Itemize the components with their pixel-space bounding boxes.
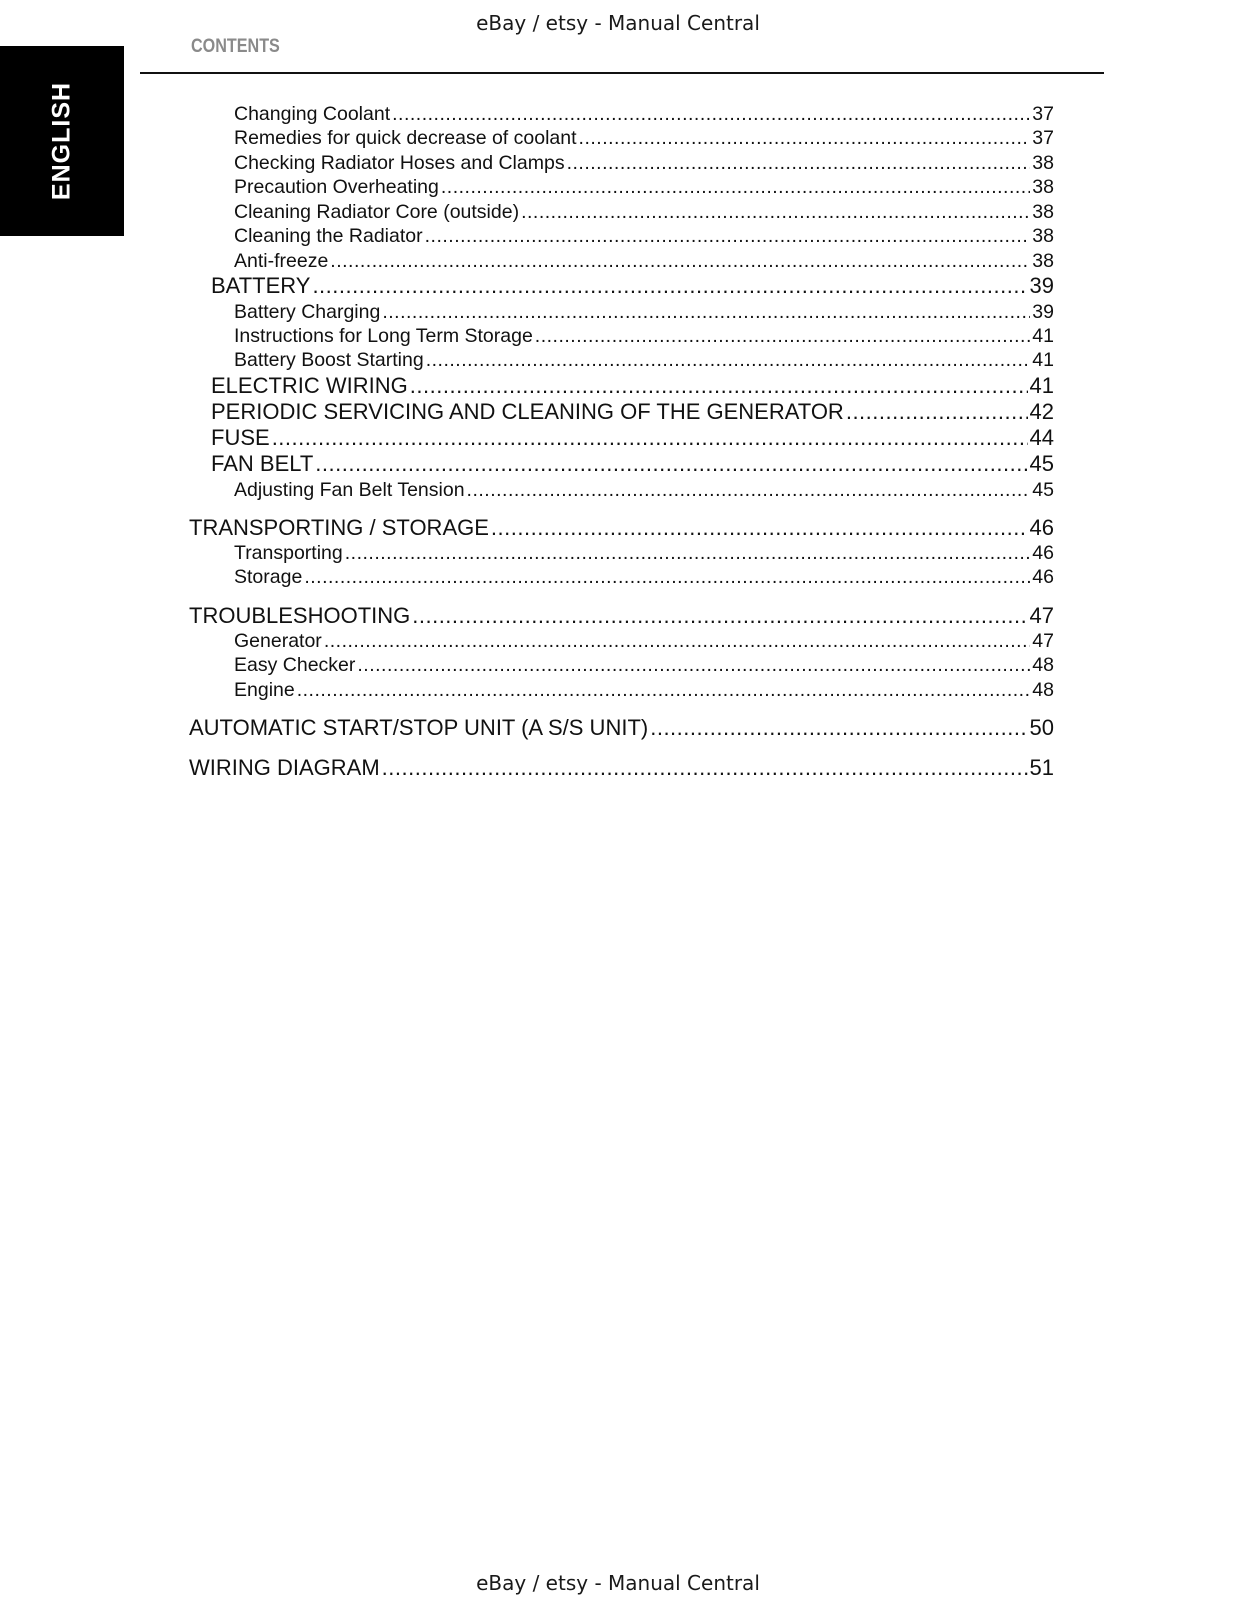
footer-watermark: eBay / etsy - Manual Central xyxy=(476,1571,760,1595)
toc-entry-title: AUTOMATIC START/STOP UNIT (A S/S UNIT) xyxy=(189,715,649,740)
dot-leader xyxy=(412,603,1027,629)
dot-leader xyxy=(304,566,1030,589)
toc-entry-title: Adjusting Fan Belt Tension xyxy=(234,479,465,501)
toc-entry-page: 38 xyxy=(1032,201,1054,223)
toc-entry-page: 37 xyxy=(1032,103,1054,125)
dot-leader xyxy=(441,176,1030,199)
dot-leader xyxy=(324,630,1030,653)
toc-entry-title: Cleaning the Radiator xyxy=(234,225,423,247)
dot-leader xyxy=(426,349,1031,372)
toc-entry-page: 46 xyxy=(1029,515,1054,540)
section-label: CONTENTS xyxy=(191,36,280,57)
toc-entry-title: Anti-freeze xyxy=(234,250,329,272)
toc-entry-page: 38 xyxy=(1032,176,1054,198)
toc-entry-page: 48 xyxy=(1032,679,1054,701)
dot-leader xyxy=(315,451,1027,477)
dot-leader xyxy=(357,654,1030,677)
toc-entry-page: 45 xyxy=(1029,451,1054,476)
dot-leader xyxy=(425,225,1031,248)
dot-leader xyxy=(312,273,1027,299)
toc-entry-title: Generator xyxy=(234,630,322,652)
toc-entry-page: 46 xyxy=(1032,566,1054,588)
toc-entry-title: Remedies for quick decrease of coolant xyxy=(234,127,577,149)
toc-entry xyxy=(211,373,1054,399)
dot-leader xyxy=(410,373,1028,399)
language-tab-label: ENGLISH xyxy=(47,81,76,201)
toc-entry-title: Precaution Overheating xyxy=(234,176,439,198)
toc-entry xyxy=(189,755,1054,781)
toc-entry xyxy=(234,654,1054,677)
toc-entry xyxy=(189,715,1054,741)
dot-leader xyxy=(345,542,1031,565)
toc-entry xyxy=(234,630,1054,653)
toc-entry-title: TRANSPORTING / STORAGE xyxy=(189,515,489,540)
toc-entry xyxy=(211,451,1054,477)
toc-entry-title: Battery Charging xyxy=(234,301,381,323)
toc-entry xyxy=(234,479,1054,502)
toc-entry-title: PERIODIC SERVICING AND CLEANING OF THE GENERATOR xyxy=(211,399,844,424)
toc-entry-title: Changing Coolant xyxy=(234,103,391,125)
toc-entry xyxy=(234,152,1054,175)
dot-leader xyxy=(330,250,1030,273)
toc-entry-page: 51 xyxy=(1029,755,1054,780)
dot-leader xyxy=(382,301,1030,324)
toc-entry-title: Easy Checker xyxy=(234,654,356,676)
toc-entry-page: 39 xyxy=(1029,273,1054,298)
toc-entry xyxy=(234,325,1054,348)
dot-leader xyxy=(846,399,1028,425)
language-tab xyxy=(0,46,124,236)
dot-leader xyxy=(650,715,1027,741)
toc-entry-page: 44 xyxy=(1029,425,1054,450)
toc-entry-page: 42 xyxy=(1029,399,1054,424)
toc-entry-page: 38 xyxy=(1032,225,1054,247)
toc-entry xyxy=(189,603,1054,629)
dot-leader xyxy=(567,152,1031,175)
toc-entry xyxy=(234,225,1054,248)
toc-entry-title: BATTERY xyxy=(211,273,311,298)
toc-entry xyxy=(234,250,1054,273)
dot-leader xyxy=(521,201,1030,224)
toc-entry-title: Cleaning Radiator Core (outside) xyxy=(234,201,520,223)
toc-entry-title: Instructions for Long Term Storage xyxy=(234,325,533,347)
toc-entry xyxy=(189,515,1054,541)
dot-leader xyxy=(467,479,1031,502)
toc-entry-page: 46 xyxy=(1032,542,1054,564)
toc-entry-title: Checking Radiator Hoses and Clamps xyxy=(234,152,565,174)
toc-entry-page: 37 xyxy=(1032,127,1054,149)
toc-entry xyxy=(211,273,1054,299)
toc-entry-title: Storage xyxy=(234,566,303,588)
toc-entry xyxy=(211,399,1054,425)
dot-leader xyxy=(392,103,1030,126)
toc-entry-page: 48 xyxy=(1032,654,1054,676)
dot-leader xyxy=(535,325,1031,348)
toc-entry-title: FUSE xyxy=(211,425,270,450)
header-watermark: eBay / etsy - Manual Central xyxy=(476,11,760,35)
toc-entry-page: 41 xyxy=(1032,349,1054,371)
dot-leader xyxy=(272,425,1028,451)
toc-entry xyxy=(211,425,1054,451)
toc-entry-page: 38 xyxy=(1032,250,1054,272)
toc-entry xyxy=(234,176,1054,199)
toc-entry xyxy=(234,127,1054,150)
toc-entry-page: 50 xyxy=(1029,715,1054,740)
toc-entry-title: Transporting xyxy=(234,542,343,564)
toc-entry-title: TROUBLESHOOTING xyxy=(189,603,411,628)
toc-entry xyxy=(234,349,1054,372)
dot-leader xyxy=(491,515,1028,541)
toc-entry-page: 39 xyxy=(1032,301,1054,323)
toc-entry-page: 47 xyxy=(1032,630,1054,652)
toc-entry-page: 41 xyxy=(1032,325,1054,347)
header-divider xyxy=(140,72,1104,74)
toc-entry xyxy=(234,201,1054,224)
toc-entry xyxy=(234,679,1054,702)
dot-leader xyxy=(579,127,1031,150)
toc-entry xyxy=(234,542,1054,565)
toc-entry xyxy=(234,566,1054,589)
dot-leader xyxy=(297,679,1031,702)
toc-entry-title: Engine xyxy=(234,679,295,701)
toc-entry-page: 41 xyxy=(1029,373,1054,398)
toc-entry-title: ELECTRIC WIRING xyxy=(211,373,408,398)
toc-entry xyxy=(234,301,1054,324)
toc-entry-page: 38 xyxy=(1032,152,1054,174)
toc-entry-title: FAN BELT xyxy=(211,451,314,476)
toc-entry xyxy=(234,103,1054,126)
toc-entry-title: Battery Boost Starting xyxy=(234,349,424,371)
toc-entry-page: 47 xyxy=(1029,603,1054,628)
toc-entry-title: WIRING DIAGRAM xyxy=(189,755,380,780)
dot-leader xyxy=(382,755,1028,781)
toc-entry-page: 45 xyxy=(1032,479,1054,501)
